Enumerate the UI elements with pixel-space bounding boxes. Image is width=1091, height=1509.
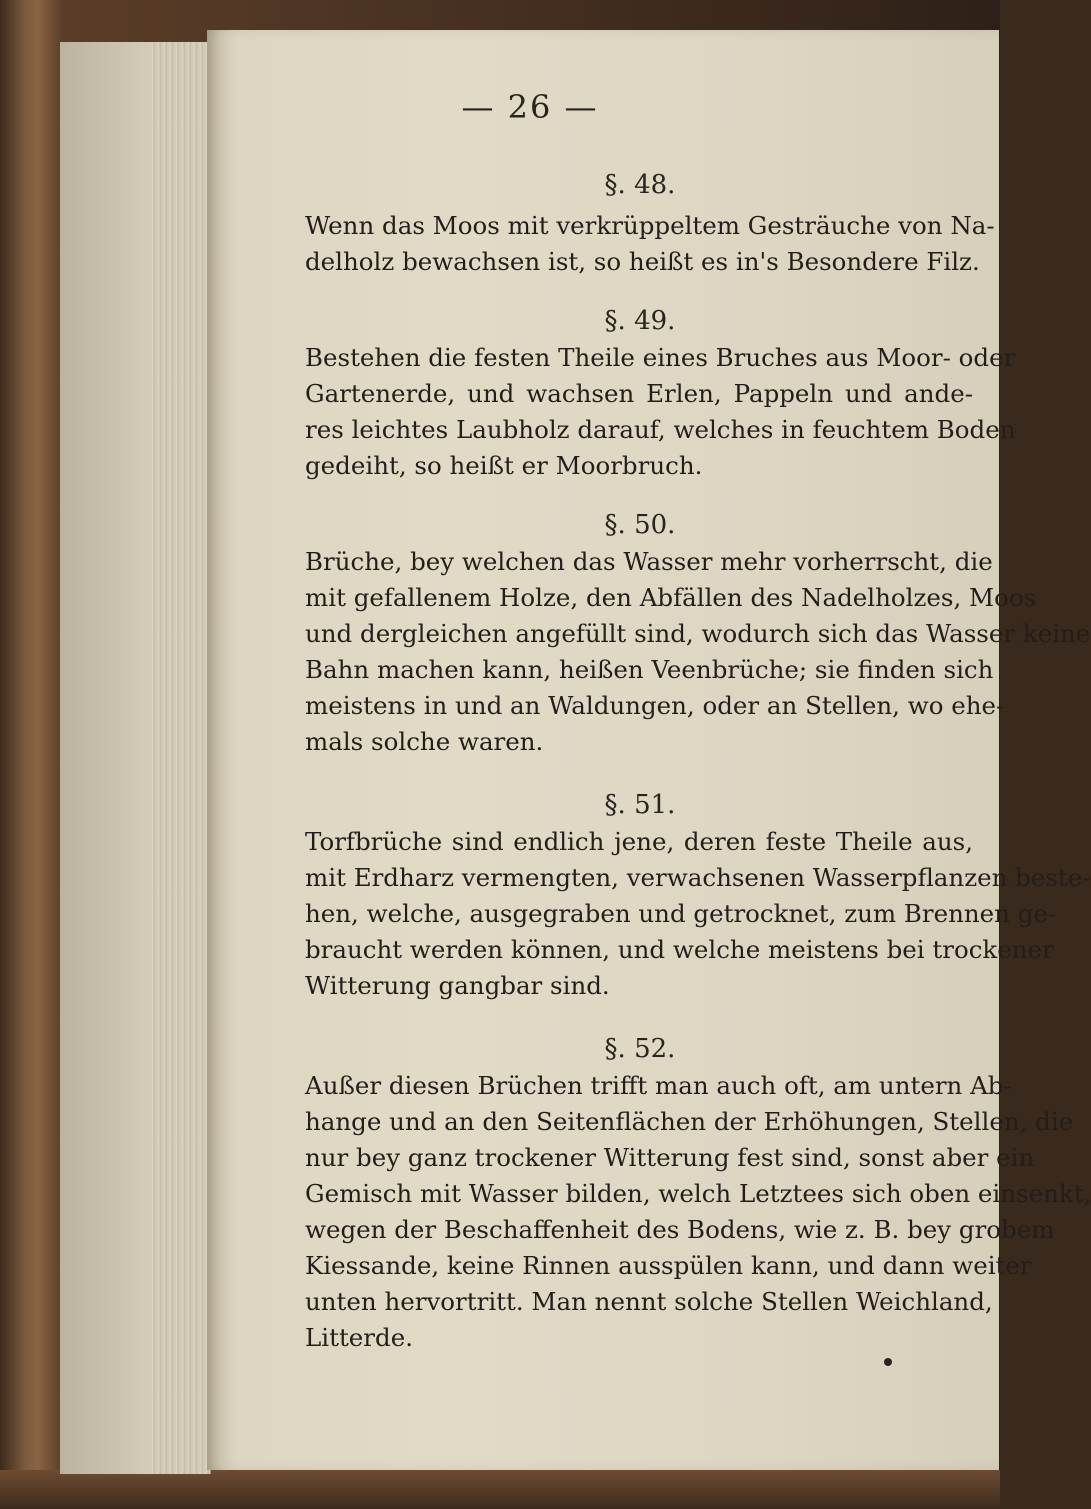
text-line: unten hervortritt. Man nennt solche Stellen Weichland, xyxy=(305,1287,993,1316)
text-line: Gartenerde, und wachsen Erlen, Pappeln und ande- xyxy=(305,379,973,408)
section-heading-52: §. 52. xyxy=(604,1034,676,1064)
text-line: res leichtes Laubholz darauf, welches in feuchtem Boden xyxy=(305,415,1016,444)
section-paragraph-48 xyxy=(305,208,995,280)
section-paragraph-50 xyxy=(305,544,1091,760)
text-line: Torfbrüche sind endlich jene, deren feste Theile aus, xyxy=(305,827,973,856)
text-line: Außer diesen Brüchen trifft man auch oft, am untern Ab- xyxy=(305,1071,1012,1100)
text-line: braucht werden können, und welche meistens bei trockener xyxy=(305,935,1054,964)
section-heading-49: §. 49. xyxy=(604,306,676,336)
text-line: Litterde. xyxy=(305,1323,413,1352)
text-line: meistens in und an Waldungen, oder an Stellen, wo ehe- xyxy=(305,691,1005,720)
text-line: mit gefallenem Holze, den Abfällen des Nadelholzes, Moos xyxy=(305,583,1037,612)
text-line: Wenn das Moos mit verkrüppeltem Gesträuche von Na- xyxy=(305,211,995,240)
book-cover-bottom xyxy=(0,1470,1000,1509)
text-line: und dergleichen angefüllt sind, wodurch sich das Wasser keine xyxy=(305,619,1091,648)
book-cover-edge xyxy=(0,0,62,1509)
section-heading-50: §. 50. xyxy=(604,510,676,540)
text-line: delholz bewachsen ist, so heißt es in's Besondere Filz. xyxy=(305,247,980,276)
text-line: Kiessande, keine Rinnen ausspülen kann, und dann weiter xyxy=(305,1251,1032,1280)
section-heading-51: §. 51. xyxy=(604,790,676,820)
text-line: mit Erdharz vermengten, verwachsenen Wasserpflanzen beste- xyxy=(305,863,1091,892)
page-number: — 26 — xyxy=(461,88,599,126)
text-line: nur bey ganz trockener Witterung fest sind, sonst aber ein xyxy=(305,1143,1035,1172)
text-line: gedeiht, so heißt er Moorbruch. xyxy=(305,451,703,480)
section-paragraph-49 xyxy=(305,340,1016,484)
section-heading-48: §. 48. xyxy=(604,170,676,200)
text-line: Gemisch mit Wasser bilden, welch Letztees sich oben einsenkt, xyxy=(305,1179,1091,1208)
ink-dot xyxy=(884,1358,892,1366)
text-line: hange und an den Seitenflächen der Erhöhungen, Stellen, die xyxy=(305,1107,1074,1136)
section-paragraph-52 xyxy=(305,1068,1091,1356)
section-paragraph-51 xyxy=(305,824,1091,1004)
text-line: Witterung gangbar sind. xyxy=(305,971,610,1000)
text-line: wegen der Beschaffenheit des Bodens, wie z. B. bey grobem xyxy=(305,1215,1055,1244)
text-line: Bestehen die festen Theile eines Bruches aus Moor- oder xyxy=(305,343,1016,372)
page-stack-shade xyxy=(60,42,150,1474)
text-line: hen, welche, ausgegraben und getrocknet, zum Brennen ge- xyxy=(305,899,1057,928)
text-line: Bahn machen kann, heißen Veenbrüche; sie finden sich xyxy=(305,655,994,684)
text-line: mals solche waren. xyxy=(305,727,544,756)
text-line: Brüche, bey welchen das Wasser mehr vorherrscht, die xyxy=(305,547,993,576)
